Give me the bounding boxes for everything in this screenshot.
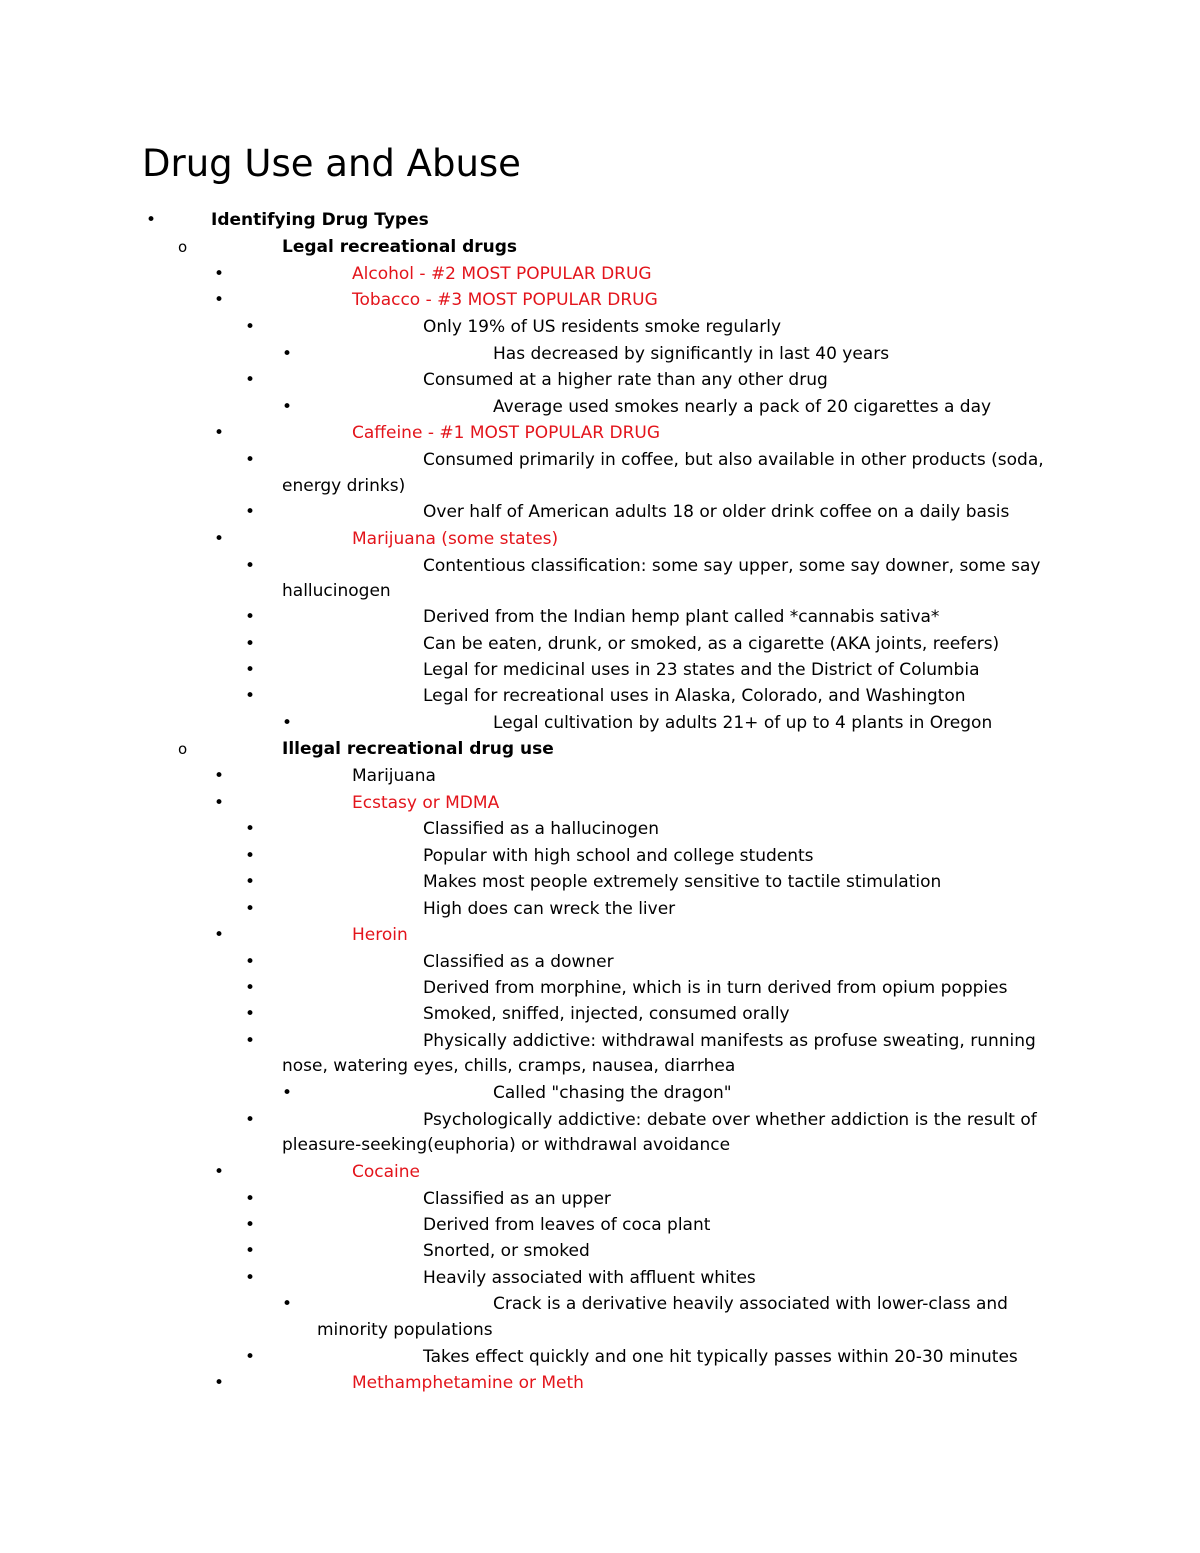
bullet-icon: • [245,634,256,654]
list-item [0,604,1200,630]
bullet-icon: • [146,210,157,230]
list-item-text: nose, watering eyes, chills, cramps, nausea, diarrhea [282,1056,736,1076]
list-item [0,447,1200,473]
list-item-text: Marijuana (some states) [352,529,559,549]
list-item-text: Legal recreational drugs [282,237,518,257]
bullet-icon: • [245,556,256,576]
list-item-text: Ecstasy or MDMA [352,793,500,813]
bullet-icon: • [214,290,225,310]
list-item [0,1265,1200,1291]
list-item-text: energy drinks) [282,476,406,496]
hollow-bullet-icon: o [178,740,188,758]
list-item-text: Classified as a downer [423,952,614,972]
list-item [0,949,1200,975]
bullet-icon: • [245,952,256,972]
bullet-icon: • [245,846,256,866]
list-item [0,1080,1200,1106]
hollow-bullet-icon: o [178,238,188,256]
bullet-icon: • [245,1031,256,1051]
list-item-text: Cocaine [352,1162,420,1182]
list-item [0,553,1200,579]
list-item [0,394,1200,420]
bullet-icon: • [245,502,256,522]
list-item [0,922,1200,948]
list-item-text: minority populations [317,1320,493,1340]
list-item-text: Methamphetamine or Meth [352,1373,584,1393]
bullet-icon: • [245,819,256,839]
bullet-icon: • [282,397,293,417]
list-item-text: Average used smokes nearly a pack of 20 cigarettes a day [493,397,992,417]
list-item-text: Heavily associated with affluent whites [423,1268,756,1288]
list-item [0,1212,1200,1238]
list-item-text: Identifying Drug Types [211,210,429,230]
list-item [0,657,1200,683]
list-item-text: Legal cultivation by adults 21+ of up to 4 plants in Oregon [493,713,993,733]
list-item-text: Legal for medicinal uses in 23 states and the District of Columbia [423,660,980,680]
list-item-text: Illegal recreational drug use [282,739,554,759]
list-item-text: Consumed at a higher rate than any other drug [423,370,828,390]
list-item-text: Physically addictive: withdrawal manifests as profuse sweating, running [423,1031,1036,1051]
list-item [0,234,1200,260]
list-item-text: Psychologically addictive: debate over whether addiction is the result of [423,1110,1037,1130]
list-item-text: Derived from the Indian hemp plant called *cannabis sativa* [423,607,940,627]
list-item [0,869,1200,895]
bullet-icon: • [214,423,225,443]
list-item-text: Classified as an upper [423,1189,611,1209]
list-item [0,499,1200,525]
list-item-text: Legal for recreational uses in Alaska, Colorado, and Washington [423,686,966,706]
list-item [0,710,1200,736]
list-item-text: Called "chasing the dragon" [493,1083,732,1103]
bullet-icon: • [214,766,225,786]
list-item [0,1186,1200,1212]
list-item [0,736,1200,762]
list-item [0,1370,1200,1396]
list-item-text: Makes most people extremely sensitive to tactile stimulation [423,872,942,892]
bullet-icon: • [245,1241,256,1261]
list-item-text: Marijuana [352,766,436,786]
list-item-text: Contentious classification: some say upper, some say downer, some say [423,556,1041,576]
list-item-text: Popular with high school and college students [423,846,814,866]
bullet-icon: • [245,1268,256,1288]
list-item-text: Snorted, or smoked [423,1241,590,1261]
bullet-icon: • [245,1189,256,1209]
list-item [0,631,1200,657]
list-item-text: Smoked, sniffed, injected, consumed orally [423,1004,790,1024]
list-item-text: Derived from leaves of coca plant [423,1215,711,1235]
bullet-icon: • [245,607,256,627]
bullet-icon: • [214,1162,225,1182]
list-item [0,207,1200,233]
list-item [0,341,1200,367]
bullet-icon: • [245,1004,256,1024]
list-item-text: High does can wreck the liver [423,899,676,919]
list-item [0,1132,1200,1158]
bullet-icon: • [214,793,225,813]
list-item [0,287,1200,313]
list-item [0,1028,1200,1054]
list-item-text: Only 19% of US residents smoke regularly [423,317,782,337]
bullet-icon: • [245,978,256,998]
list-item-text: Heroin [352,925,408,945]
bullet-icon: • [245,370,256,390]
list-item [0,683,1200,709]
bullet-icon: • [214,1373,225,1393]
list-item-text: Alcohol - #2 MOST POPULAR DRUG [352,264,652,284]
list-item [0,816,1200,842]
list-item [0,1159,1200,1185]
list-item [0,975,1200,1001]
list-item-text: Caffeine - #1 MOST POPULAR DRUG [352,423,661,443]
list-item-text: Crack is a derivative heavily associated with lower-class and [493,1294,1008,1314]
list-item-text: Consumed primarily in coffee, but also available in other products (soda, [423,450,1044,470]
list-item-text: Derived from morphine, which is in turn derived from opium poppies [423,978,1008,998]
list-item-text: pleasure-seeking(euphoria) or withdrawal avoidance [282,1135,731,1155]
bullet-icon: • [214,264,225,284]
bullet-icon: • [282,344,293,364]
list-item [0,314,1200,340]
bullet-icon: • [282,1294,293,1314]
list-item [0,790,1200,816]
list-item [0,763,1200,789]
list-item [0,1238,1200,1264]
bullet-icon: • [282,713,293,733]
bullet-icon: • [245,1110,256,1130]
bullet-icon: • [245,450,256,470]
bullet-icon: • [282,1083,293,1103]
list-item [0,473,1200,499]
document-title: Drug Use and Abuse [142,142,521,185]
list-item [0,1344,1200,1370]
bullet-icon: • [245,660,256,680]
list-item [0,896,1200,922]
list-item-text: Has decreased by significantly in last 40 years [493,344,890,364]
list-item [0,1291,1200,1317]
bullet-icon: • [245,872,256,892]
list-item-text: Takes effect quickly and one hit typically passes within 20-30 minutes [423,1347,1018,1367]
bullet-icon: • [214,529,225,549]
list-item-text: hallucinogen [282,581,391,601]
bullet-icon: • [245,1215,256,1235]
bullet-icon: • [245,686,256,706]
list-item [0,1317,1200,1343]
list-item [0,1001,1200,1027]
list-item [0,1053,1200,1079]
bullet-icon: • [245,1347,256,1367]
bullet-icon: • [214,925,225,945]
bullet-icon: • [245,899,256,919]
list-item [0,526,1200,552]
list-item-text: Over half of American adults 18 or older drink coffee on a daily basis [423,502,1010,522]
list-item [0,843,1200,869]
list-item-text: Tobacco - #3 MOST POPULAR DRUG [352,290,658,310]
list-item [0,420,1200,446]
list-item-text: Can be eaten, drunk, or smoked, as a cigarette (AKA joints, reefers) [423,634,1000,654]
list-item [0,261,1200,287]
list-item [0,578,1200,604]
bullet-icon: • [245,317,256,337]
list-item-text: Classified as a hallucinogen [423,819,659,839]
list-item [0,367,1200,393]
list-item [0,1107,1200,1133]
